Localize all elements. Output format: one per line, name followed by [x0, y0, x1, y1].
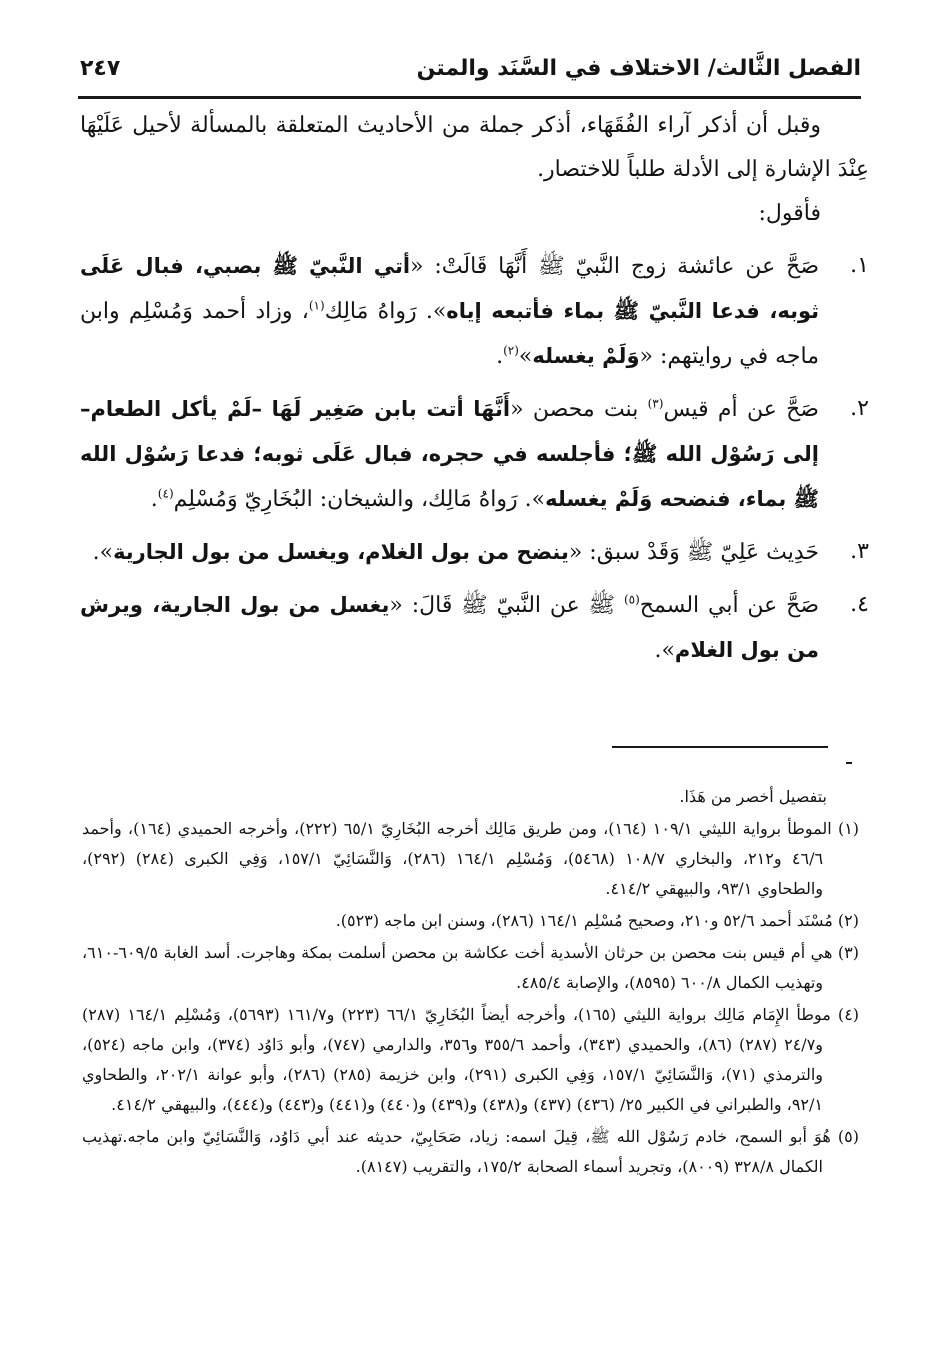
footnote-ref[interactable]: (٤): [157, 486, 174, 501]
item-number: ٢.: [850, 396, 869, 421]
hadith-item-1: [80, 244, 869, 379]
item-text: »: [518, 344, 533, 369]
footnote-ref[interactable]: (٣): [647, 396, 664, 411]
footnote-5: (٥) هُوَ أبو السمح، خادم رَسُوْل الله ﷺ، قِيلَ اسمه: زياد، صَحَابِيّ، حديثه عند أبي دَاوُد، وَالنَّسَائِيّ وابن ماجه.تهذيب الكمال ٣٢٨/٨ (٨٠٠٩)، وتجريد أسماء الصحابة ١٧٥/٢، والتقريب (٨١٤٧).: [82, 1127, 859, 1176]
footnote-ref[interactable]: (١): [308, 298, 325, 313]
item-text: حَدِيث عَلِيّ ﷺ وَقَدْ سبق: «: [568, 540, 819, 565]
hadith-quote: ينضح من بول الغلام، ويغسل من بول الجارية: [113, 540, 569, 564]
item-text: صَحَّ عن عائشة زوج النَّبيّ ﷺ أَنَّهَا قَالَتْ: «: [410, 254, 819, 279]
item-text: ».: [92, 540, 114, 565]
hadith-item-3: [80, 530, 869, 575]
hadith-item-4: [80, 583, 869, 673]
intro-paragraph: وقبل أن أذكر آراء الفُقَهَاء، أذكر جملة من الأحاديث المتعلقة بالمسألة لأحيل عَلَيْهَا عِنْدَ الإشارة إلى الأدلة طلباً للاختصار.: [80, 113, 869, 182]
hadith-quote: أَنَّهَا أتت بابن صَغِير لَهَا –لَمْ يأكل الطعام– إلى رَسُوْل الله ﷺ؛ فأجلسه في حجره، فبال عَلَى ثوبه؛ فدعا رَسُوْل الله ﷺ بماء، فنضحه وَلَمْ يغسله: [80, 397, 819, 511]
item-text: ، وزاد أحمد وَمُسْلِم وابن ماجه في روايتهم: «: [80, 299, 819, 369]
page-number: ٢٤٧: [80, 56, 121, 81]
hadith-item-2: [80, 387, 869, 522]
item-text: ». رَواهُ مَالِك: [324, 299, 447, 324]
item-number: ٤.: [850, 592, 869, 617]
running-header: [78, 52, 861, 99]
item-text: ».: [654, 638, 675, 663]
footnotes: [82, 782, 859, 1184]
item-text: بنت محصن «: [510, 397, 648, 422]
footnote-ref[interactable]: (٢): [503, 343, 519, 358]
item-number: ٣.: [850, 539, 869, 564]
hadith-quote: وَلَمْ يغسله: [532, 344, 640, 368]
footnote-continuation-mark: [846, 762, 852, 764]
item-text: ﷺ عن النَّبيّ ﷺ قَالَ: «: [389, 593, 624, 618]
aqulu-line: فأقول:: [758, 201, 821, 226]
item-number: ١.: [850, 253, 869, 278]
item-text: صَحَّ عن أبي السمح: [639, 593, 819, 618]
footnote-4: (٤) موطأ الإِمَام مَالِك برواية الليثي (١٦٥)، وأخرجه أيضاً البُخَارِيّ ٦٦/١ (٢٢٣) و١٦١/٧ (٥٦٩٣)، وَمُسْلِم ١٦٤/١ (٢٨٧) و٢٤/٧ (٢٨٧) (٨٦)، والحميدي (٣٤٣)، وأحمد ٣٥٥/٦ و٣٥٦، والدارمي (٧٤٧)، وأبو دَاوُد (٣٧٤)، وابن ماجه (٥٢٤)، والترمذي (٧١)، وَالنَّسَائِيّ ١٥٧/١، وَفِي الكبرى (٢٩١)، وابن خزيمة (٢٨٥) (٢٨٦)، وأبو عوانة ٢٠٢/١، والطحاوي ٩٢/١، والطبراني في الكبير ٢٥/ (٤٣٦) (٤٣٧) و(٤٣٨) و(٤٣٩) و(٤٤٠) و(٤٤١) و(٤٤٣) و(٤٤٤)، والبيهقي ٤١٤/٢.: [82, 1005, 860, 1114]
footnote-separator: [612, 746, 828, 748]
footnote-ref[interactable]: (٥): [623, 592, 640, 607]
main-text: [80, 104, 869, 673]
footnote-1: (١) الموطأ برواية الليثي ١٠٩/١ (١٦٤)، ومن طريق مَالِك أخرجه البُخَارِيّ ٦٥/١ (٢٢٢)، وأخرجه الحميدي (١٦٤)، وأحمد ٤٦/٦ و٢١٢، والبخاري ١٠٨/٧ (٥٤٦٨)، وَمُسْلِم ١٦٤/١ (٢٨٦)، وَالنَّسَائِيّ ١٥٧/١، وَفِي الكبرى (٢٨٤) (٢٩٢)، والطحاوي ٩٣/١، والبيهقي ٤١٤/٢.: [82, 819, 860, 898]
chapter-title: الفصل الثَّالث/ الاختلاف في السَّنَد والمتن: [416, 56, 861, 81]
item-text: ». رَواهُ مَالِك، والشيخان: البُخَارِيّ وَمُسْلِم: [173, 487, 546, 512]
item-text: صَحَّ عن أم قيس: [663, 397, 819, 422]
hadith-quote: يغسل من بول الجارية، ويرش من بول الغلام: [80, 593, 819, 662]
footnote-3: (٣) هي أم قيس بنت محصن بن حرثان الأسدية أخت عكاشة بن محصن أسلمت بمكة وهاجرت. أسد الغابة ٦٠٩/٥-٦١٠، وتهذيب الكمال ٦٠٠/٨ (٨٥٩٥)، والإصابة ٤٨٥/٤.: [82, 943, 859, 992]
footnote-2: (٢) مُسْنَد أحمد ٥٢/٦ و٢١٠، وصحيح مُسْلِم ١٦٤/١ (٢٨٦)، وسنن ابن ماجه (٥٢٣).: [335, 911, 859, 930]
hadith-quote: أتي النَّبيّ ﷺ بصبي، فبال عَلَى ثوبه، فدعا النَّبيّ ﷺ بماء فأتبعه إياه: [80, 254, 820, 323]
item-text: .: [496, 344, 504, 369]
item-text: .: [150, 487, 158, 512]
footnote-continuation: بتفصيل أخصر من هَذَا.: [679, 787, 827, 806]
